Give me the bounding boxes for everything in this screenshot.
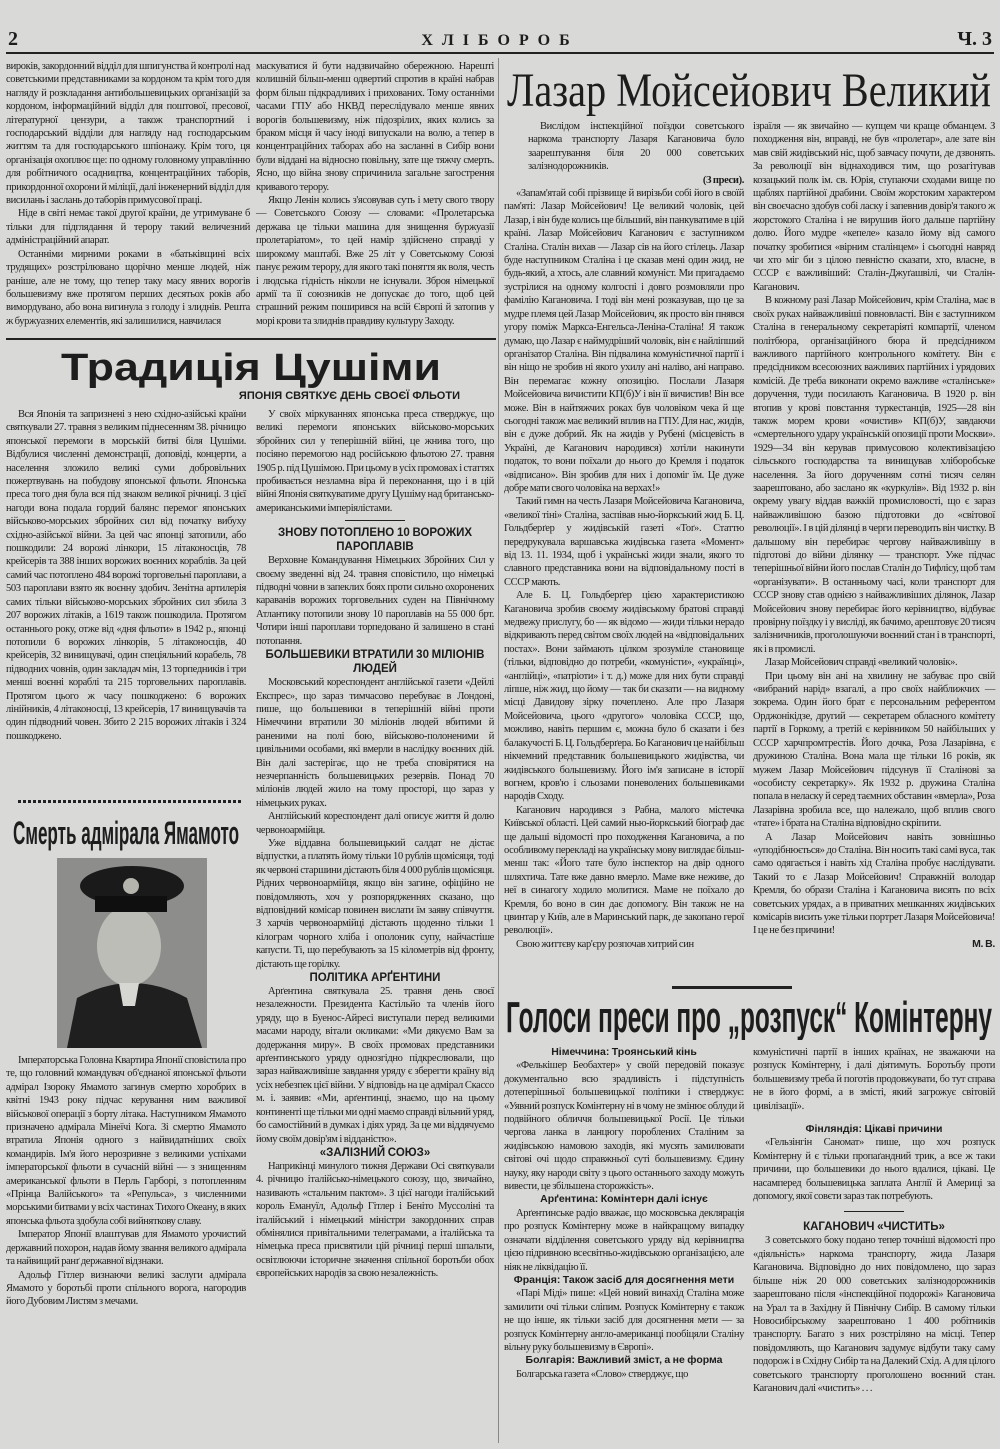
paragraph: Верховне Командування Німецьких Збройних Сил у своєму зведенні від 24. травня сповістило, що німецькі підводні човни в запеклих боях проти сильно охоронених караванів ворожих торговельних суден на Північному Атлантику потопили знову 10 пароплавів на 55 000 брт. Чотири інші пароплави торпедовано й залишено в стані потопання. xyxy=(256,555,494,647)
paragraph: В кожному разі Лазар Мойсейович, крім Сталіна, має в своїх руках найважливіші повновласті. Він є заступником Сталіна в генеральному секретаріяті компартії, членом політбюра, організаційного бюра й предсідником важливого партійного контрольного комітету. Він є предсідником всесоюзних важливих партійних і урядових комісій. Де треба виконати окремо важливе «сталінське» доручення, туди посилають Кагановича. В 1920 р. він втопив у крові повстання туркестанців, 1925—28 він також морем крови «очистив» КП(б)У, завдаючи «смертельного удару українській опозиції проти Москви». 1929—34 він керував примусовою колективізацією сільського господарства та винищував хліборобське населення. За його дорученням сотні тисяч селян заарештовано, або заслано як «куркулів». Від 1932 р. він окрему увагу віддав важкій промисловості, що є зараз найважливішою базою підготовки до «світової революції». І в цій ділянці в черги переводить він чистку. В дальшому він перебирає чергову найважливішу в підготові до війни ділянку — транспорт. Уже підчас теперішньої війни його послав Сталін до Тифлісу, щоб там «організувати». В останньому часі, коли транспорт для СССР знову став однією з найважливіших ділянок, Лазар Мойсейович знову перебирає його керівництво, відбуває провірну поїздку і у висліді, як бачимо, арештовує 20 тисяч залізничників, проголошуючи воєнний стан і в транспорті, як і в промислі. xyxy=(753,295,995,655)
paragraph: «Парі Міді» пише: «Цей новий винахід Сталіна може замилити очі тільки сліпим. Розпуск Комінтерну є також не що інше, як тільки засіб для досягнення мети — за розпуск Комінтерну англо-американці пообіцяли Сталіну вільну руку большевизму в Європі». xyxy=(504,1288,744,1353)
yamamoto-headline: Смерть адмірала Ямамото xyxy=(13,815,239,851)
kaganovich-headline: Лазар Мойсейович Великий xyxy=(507,64,991,116)
paragraph: А Лазар Мойсейович навіть зовнішньо «уподібнюється» до Сталіна. Він носить такі самі вуса, так само одягається і навіть хід Сталіна пробує наслідувати. Такий то є Лазар Мойсейович! Справжній володар Кремля, бо образи Сталіна і Кагановича висять по всіх советських урядах, а в приватних мешканнях жидівських комісарів висить уже тільки портрет Лазаря Мойсейовича! І це не без причини! xyxy=(753,831,995,937)
column-divider xyxy=(498,58,499,1443)
section-rule xyxy=(672,986,792,989)
paragraph: маскуватися й бути надзвичайно обережною. Нарешті колишній більш-менш одвертий спротив в країні набрав форм більш підкрадливих і прихованих. Тому останніми часами ГПУ або НКВД переслідувало менше явних ворогів большевизму, ніж підозрілих, яких колись за браком місця й часу іноді випускали на волю, а тепер в концентраційних таборах або на засланні в Сибір вони були віддані на відносно повільну, зате ще тяжчу смерть. Ясно, що війна знову спричинила загальне загострення кривавого терору. xyxy=(256,61,494,193)
paragraph: Болгарська газета «Слово» стверджує, що xyxy=(516,1368,689,1380)
paragraph: При цьому він ані на хвилину не забуває про свій «вибраний нарід» взагалі, а про своїх найближчих — зокрема. Один його брат є персональним референтом Орджонікідзе, другий — секретарем обласного комітету партії в Горкому, а третій є керівником 50 найбільших у СССР харчпромтрестів. Його дочка, Роза Лазарівна, є дружиною Сталіна. Вона мала ще тільки 16 років, як мужем Лазар Мойсейович підсунув її Сталінові за «особисту секретарку». Як 1932 р. дружина Сталіна попала в неласку й серед таємних обставин «вмерла», Роза Лазарівна зробила все, що належало, щоб вплив свого «тате» і брата на Сталіна відповідно скріпити. xyxy=(753,670,995,830)
bulgaria-heading: Болгарія: Важливий зміст, а не форма xyxy=(525,1354,723,1367)
masthead-rule xyxy=(6,52,994,54)
paragraph: Імператор Японії влаштував для Ямамото урочистий державний похорон, надав йому звання великого адмірала та найвищий ранґ державної відзнаки. xyxy=(6,1229,246,1268)
short-rule xyxy=(844,1211,904,1212)
paragraph: Уже віддавна большевицький салдат не дістає відпустки, а платять йому тільки 10 рублів щомісяця, тоді як червоні старшини дістають біля 4 000 рублів щомісяця. Рідних червоноармійця, якщо він загине, офіційно не повідомляють, хоч у розпорядженнях сказано, що відповідний комісар повинен вислати їм заяву співчуття. З харчів червоноармійці дістають щоденно тільки 1 кілограм чорного хліба і ополоник супу, найчастіше капусти. Ті, що перебувають за 15 кілометрів від фронту, дістають ще горілку. xyxy=(256,837,494,970)
ships-heading: ЗНОВУ ПОТОПЛЕНО 10 ВОРОЖИХ ПАРОПЛАВІВ xyxy=(277,527,473,554)
germany-heading: Німеччина: Троянський кінь xyxy=(551,1046,697,1058)
admiral-portrait-icon xyxy=(57,858,207,1048)
paragraph: Англійський кореспондент далі описує життя й долю червоноармійця. xyxy=(256,811,494,836)
paragraph: Імператорська Головна Квартира Японії сповістила про те, що головний командувач об'єднаної японської фльоти адмірал Ізороку Ямамото загинув смертю хоробрих в квітні 1943 року підчас керування ним важливої військової операції з борту літака. Наступником Ямамото призначено адмірала Мінеїчі Кога. Зі смертю Ямамото втратила Японія одного з найвидатніших своїх командирів. Ім'я його нерозривне з великими успіхами імператорської фльоти в сучасній війні — з знищенням американської фльоти в Перль Гарборі, з потопленням «Прінца Валійського» та «Репульса», з численними морськими битвами у всіх частинах Тихого Океану, в яких японська фльота здобула собі вийняткову славу. xyxy=(6,1055,246,1227)
argentina-heading: Арґентина: Комінтерн далі існує xyxy=(540,1193,708,1206)
tsushima-headline: Традиція Цушіми xyxy=(61,347,441,388)
paper-title: ХЛІБОРОБ xyxy=(421,32,579,49)
paragraph: вироків, закордонний відділ для шпигунства й контролі над советськими представниками за кордоном та крім того для нагляду й розкладання антибольшевицьких організацій за кордоном, інформаційний відділ для поштової, пресової, літературної цензури, а також транспортний і господарський відділи для нагляду над господарським життям та для господарського шпіонажу. Крім того, ця організація охоплює ще: по одному головному управлінню для робітничого осадництва, концентраційних таборів, прикордонної охорони й міліції, далі інженерний відділ для висилань і заслань до таборів примусової праці. xyxy=(6,61,250,207)
section-rule xyxy=(6,338,496,340)
paragraph: Лазар Мойсейович справді «великий чоловік». xyxy=(765,657,958,669)
lead-box xyxy=(504,120,744,187)
paragraph: Свою життєву кар'єру розпочав хитрий син xyxy=(516,938,694,950)
paragraph: Але Б. Ц. Гольдберґер цією характеристикою Кагановича зробив своєму жидівському братові справді медвежу прислугу, бо — як відомо — жиди тільки нерадо відкривають перед світом своїх людей на «відповідальних постах». Вони займають цілком зрозуміле становище (тільки, відповідно до потреби, «комуністи», «українці», «англійці», «патріоти» і т. д.) може для них бути справді ліпше, ніж жид, що йому — так би сказати — на видному місці Давидову зірку почеплено. Але про Лазаря Мойсейовича, цього «другого» чоловіка СССР, що, можливо, навіть першим є, можна було б сказати і без балакучості Б. Ц. Гольдберґера. Бо Каганович це найбільш нікчемний представник большевицького жидівства, чи жидівського большевизму. Його ім'я записане в історії вогнем, кров'ю і сльозами поневолених большевиками народів Сходу. xyxy=(504,590,744,803)
comintern-headline-svg xyxy=(502,990,996,1040)
lead-text: Вислідом інспекційної поїздки советського наркома транспорту Лазаря Кагановича було заарештування біля 20 000 советських залізнодорожників. xyxy=(528,121,744,173)
author-signature: М. В. xyxy=(972,937,995,950)
tsushima-headline-svg xyxy=(6,342,496,388)
paragraph: ізраїля — як звичайно — купцем чи краще обманцем. З походження він, вправді, не був «пролетар», але зате він мав свій жидівський ніс, щоб завчасу почути, де дзвонять. За революції він віднаходився тим, що розагітував козацький полк ім. св. Юрія, ступаючи сходами вище по щаблях партійної драбини. Своїм жорстоким характером він своєчасно здобув собі ласку і запевнив довір'я такого ж жорстокого Сталіна і не вирушив його дальше партійну долю. Його мудре «кепеле» казало йому від самого початку зробитися «вірним сталінцем» і сьогодні навряд чи хто міг би з цілою певністю сказати, хто, власне, в СССР є важливіший: Сталін-Джуґашвілі, чи Сталін-Каганович. xyxy=(753,121,995,293)
kaganovich-headline-svg xyxy=(503,62,995,116)
news-column xyxy=(256,408,494,1281)
tsushima-subtitle: ЯПОНІЯ СВЯТКУЄ ДЕНЬ СВОЄЇ ФЛЬОТИ xyxy=(238,390,460,402)
kaganovich-col2 xyxy=(753,120,995,951)
page-number: 2 xyxy=(8,28,18,50)
terror-article-col1 xyxy=(6,60,250,328)
kaganovich-col1 xyxy=(504,120,744,951)
losses-heading: БОЛЬШЕВИКИ ВТРАТИЛИ 30 МІЛІОНІВ ЛЮДЕЙ xyxy=(265,649,485,676)
paragraph: Арґентинське радіо вважає, що московська деклярація про розпуск Комінтерну може в найкращому випадку означати відділення советського уряду від керівництва цією підривною всесвітньо-жидівською організацією, але ніяк не ліквідацію її. xyxy=(504,1207,744,1273)
paragraph: «Запам'ятай собі прізвище й вирізьби собі його в своїй пам'яті: Лазар Мойсейович! Це великий чоловік, цей Лазар, і він буде колись ще більший, він панкуватиме в цій країні. Лазар Мойсейович Каганович є заступником Сталіна. Сталін вихав — Лазар сів на його стілець. Лазар буде наступником Сталіна і це сказав мені один жид, не будь-який, а хтось, але славний комуніст. Ми пригадаємо зустрілися на одному колгоспі і довго розмовляли про фамілію Кагановича. І тоді він мені розказував, що це за мудре племя цей Лазар Мойсейович, як просто він пнявся угору поміж Маркса-Енгельса-Леніна-Сталіна! Я також думаю, що Лазар є наймудріший чоловік, він є найліпший організатор Сталіна. Він підвалина комуністичної партії і він ніщо не зробив ні якого ухилу ані наліво, ані направо. Він перемагає кожну опозицію. Послали Лазаря Мойсейовича вичистити КП(б)У і він її вичистив! Він все може. Він в найтяжчих роках був чоловіком чека й ще сьогодні також має великий вплив на ГПУ. Для нас, жидів, він є дуже добрий. Як на жидів у Рубені (місцевість в Україні, де Каганович народився) хотіли накинути податок, то вони поїхали до нього до Кремля і податок «відписано». Він зробив для них і допоміг їм. Це дуже добре мати свого чоловіка на верхах!» xyxy=(504,188,744,494)
lead-source: (З преси). xyxy=(702,174,744,186)
paragraph: Наприкінці минулого тижня Держави Осі святкували 4. річницю італійсько-німецького союзу, що, звичайно, називають «стальним пактом». З цієї нагоди італійський король Емануїл, Адольф Гітлер і Беніто Муссоліні та італійський і німецький міністри закордонних справ обмінялися привітальними телеграмами, а італійська та німецька преса присвятили цій річниці перші шпальти, освітлюючи історичне значення спільної боротьби обох європейських народів за свою незалежність. xyxy=(256,1160,494,1280)
short-rule xyxy=(345,520,405,521)
yamamoto-photo xyxy=(57,858,207,1048)
argentina-heading: ПОЛІТИКА АРҐЕНТИНИ xyxy=(309,972,441,985)
france-heading: Франція: Також засіб для досягнення мети xyxy=(513,1273,735,1286)
yamamoto-text xyxy=(6,1054,246,1309)
dotted-divider xyxy=(18,800,242,803)
finland-heading: Фінляндія: Цікаві причини xyxy=(805,1123,943,1136)
paragraph: Вся Японія та запризнені з нею східно-азійські країни святкували 27. травня з великим піднесенням 38. річницю японської перемоги в морській битві біля Цушіми. Відбулися численні демонстрації, доповіді, концерти, а населення зложило великі суми добровільних пожертвувань на побудову японської фльоти. Японська преса того дня була вся під знаком великої річниці. З цієї нагоди вона подала гордий балянс перемог японських військово-морських збройних сил від початку вибуху східно-азійської війни. За цей час японці затопили, або пошкодили: 24 ворожі лінкори, 15 літаконосців, 78 крейсерів та 388 інших ворожих воєнних кораблів. За цей самий час потоплено 484 ворожі торговельні пароплави, а 503 пароплави взято як воєнну здобич. Зенітна артилерія самих тільки військово-морських збройних сил збила 3 207 ворожих літаків, а 1619 також пошкодила. Протягом останнього року, отже від «дня фльоти» в 1942 р., японці потопили 6 ворожих лінкорів, 5 літаконосців, 40 крейсерів, 32 винищувачі, один спеціяльний корабель, 78 підводних човнів, один закладач мін, 13 торпедників і три менші воєнні кораблі та 215 торговельних пароплавів. Протягом цього ж часу пошкоджено: 6 ворожих лінійників, 4 літаконосці, 13 крейсерів, 17 винищувачів та один підводний човен. Збито 2 215 ворожих літаків і 324 пошкоджено. xyxy=(6,409,246,742)
paragraph: Адольф Гітлер визнаючи великі заслуги адмірала Ямамото у боротьбі проти спільного ворога, нагородив його Дубовим Листям з мечами. xyxy=(6,1269,246,1308)
paragraph: Арґентина святкувала 25. травня день своєї незалежности. Президента Кастільйо та членів його уряду, що в Буенос-Айресі виступали перед великими масами народу, вітали окликами: «Ми дякуємо Вам за додержання миру». В своїх промовах представники арґентинського уряду однозгідно підкреслювали, що зараз найважливіше завдання уряду є зберегти країну від усіх небезпек цієї війни. У відповідь на це адмірал Скассо м. і. заявив: «Ми, арґентинці, знаємо, що на цьому континенті ще тільки ми одні маємо справді вільний уряд, бо самостійний в думках і діях уряд. За це ми віддячуємо йому своїм довір'ям і відданістю». xyxy=(256,986,494,1145)
purge-heading: КАГАНОВИЧ «ЧИСТИТЬ» xyxy=(803,1221,945,1234)
paragraph: Якщо Ленін колись з'ясовував суть і мету свого твору — Советського Союзу — словами: «Пролетарська держава це тільки машина для знищення буржуазії пролетаріатом», то цей намір здійснено справді у широкому маштабі. Вже 25 літ у Советському Союзі панує режим терору, для якого такі поняття як воля, честь і людська гідність ніколи не існували. Зброя німецької армії та її союзників не допускає до того, щоб цей страшний режим поширився на всій Європі й затопив у морі крови та злиднів правдиву культуру Заходу. xyxy=(256,195,494,327)
tsushima-col1 xyxy=(6,408,246,743)
paragraph: Останніми мирними роками в «батьківщині всіх трудящих» розстрілювано щорічно менше людей, ніж раніше, але не тому, що тепер таку масу явних ворогів большевизму вже протягом перших десятьох років або вимордувано, або вона вигинула з голоду і злиднів. Решта ж буржуазних елементів, які залишилися, навчилася xyxy=(6,248,250,327)
comintern-col2 xyxy=(753,1046,995,1395)
issue-number: Ч. 3 xyxy=(957,28,992,50)
terror-article-col2 xyxy=(256,60,494,328)
yamamoto-headline-svg xyxy=(6,812,246,852)
paragraph: Ніде в світі немає такої другої країни, де утримуване б тільки для підглядання й терору такий величезний адміністраційний апарат. xyxy=(6,208,250,247)
paragraph: «Фелькішер Беобахтер» у своїй передовій показує документально всю зрадливість і підступність дотеперішньої большевицької політики і стверджує: «Уявний розпуск Комінтерну ні в чому не змінює облуди й подвійного обличчя большевицької Росії. Це тільки чергова ланка в ланцюгу пороблених Сталіним за жидівською намовою заходів, які мусять замилювати світові очі щодо справжньої суті большевизму. Єдину науку, яку народи світу з цього останнього заходу можуть вивести, це збільшена сторожкість». xyxy=(504,1060,744,1193)
paragraph: комуністичні партії в інших країнах, не зважаючи на розпуск Комінтерну, і далі діятимуть. Боротьбу проти большевизму треба й поготів продовжувати, бо тут справа не в його формі, а в змісті, який загрожує світовій цивілізації». xyxy=(753,1047,995,1112)
axis-heading: «ЗАЛІЗНИЙ СОЮЗ» xyxy=(319,1146,431,1159)
paragraph: Такий гимн на честь Лазаря Мойсейовича Кагановича, «великої тіні» Сталіна, заспівав нью-йоркський жид Б. Ц. Гольдберґер у жидівській газеті «Тоґ». Статтю передрукувала варшавська жидівська газета «Момент» від 13. 11. 1934, щоб і українські жиди знали, якого то славного представника вони на відповідальному пості в СССР мають. xyxy=(504,496,744,588)
paragraph: З советського боку подано тепер точніші відомості про «діяльність» наркома транспорту, жида Лазаря Кагановича. Відповідно до них повідомлено, що зараз більше ніж 20 000 советських залізнодорожників заарештовано після «інспекційної подорожі» Кагановича на Урал та в Західну й Північну Сибір. В самому тільки Новосибірському заарештовано 1 400 робітників транспорту. Багато з них розстріляно на місці. Тепер повідомляють, що Каганович задумує відбути таку саму подорож і в Східну Сибір та на Далекий Схід. А для цілого советського транспорту проголошено воєнний стан. Каганович далі «чистить» . . . xyxy=(753,1235,995,1394)
paragraph: Московський кореспондент англійської газети «Дейлі Експрес», що зараз тимчасово перебуває в Лондоні, пише, що большевики в теперішній війні проти Німеччини втратили 30 міліонів людей вбитими й раненими на полі бою, військово-полоненими й цивільними особами, які вмерли в наслідку воєнних дій. Він далі застерігає, що не треба сповірятися на незчерпанність большевицьких резервів. Понад 70 міліонів людей жило на тому просторі, що зараз у німецьких руках. xyxy=(256,677,494,809)
comintern-headline: Голоси преси про „розпуск“ Комінтерну xyxy=(506,993,993,1040)
paragraph: «Гельзінгін Саномат» пише, що хоч розпуск Комінтерну й є тільки пропаґандний трик, а все ж таки причини, що большевики до нього вдалися, цікаві. Це насамперед большевицька заплата Англії й Америці за допомогу, якої совєти зараз так потребують. xyxy=(753,1137,995,1203)
comintern-col1 xyxy=(504,1046,744,1381)
paragraph: У своїх міркуваннях японська преса стверджує, що великі перемоги японських військово-морських збройних сил у теперішній війні, це жнива того, що посіяно перемогою над російською фльотою 27. травня 1905 р. під Цушімою. При цьому в усіх промовах і статтях пробивається незламна віра й переконання, що і в цій війні Японія святкуватиме другу Цушіму над британсько-американськими імперіялістами. xyxy=(256,409,494,514)
paragraph: Каганович народився з Рабна, малого містечка Київської області. Цей самий нью-йоркський біограф дає ще дальші відомості про походження Кагановича, а по особливому перекладі на українську мову виглядає більш-менш так: «Його тате було інспектор на двір одного шляхтича. Тате вже давно вмерло. Маме вже неживе, до неї в синагогу ходило молитися. Маме не поїхало до Кремля, бо воно в син дає допомогу. Він також не на цвинтар у Київ, але в Маринський парк, де закопано герої революції». xyxy=(504,804,744,937)
